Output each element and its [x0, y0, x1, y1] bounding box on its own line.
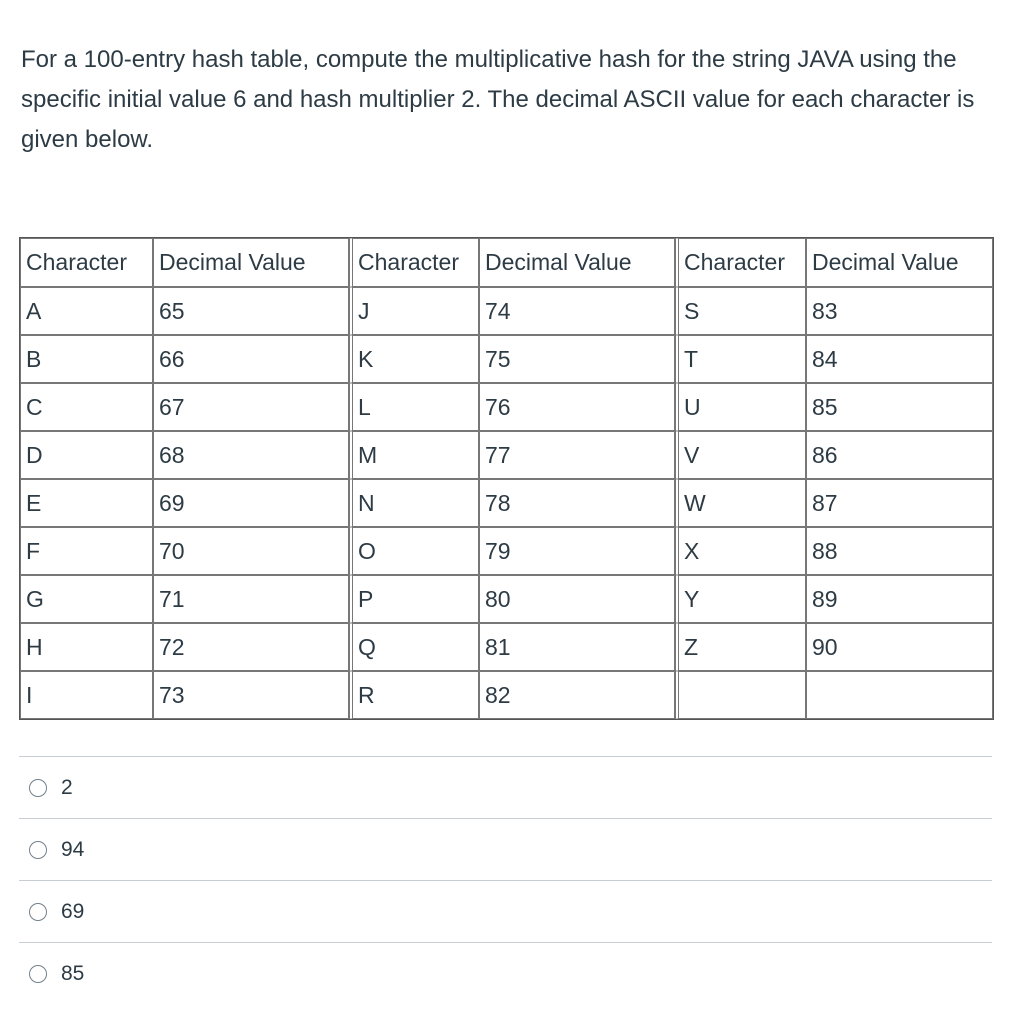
character-cell: T [675, 335, 806, 383]
decimal-value-cell: 75 [479, 335, 675, 383]
table-row [20, 671, 993, 719]
answer-option[interactable] [19, 756, 992, 818]
character-cell: I [20, 671, 153, 719]
radio-button-icon[interactable] [29, 965, 47, 983]
decimal-value-cell: 80 [479, 575, 675, 623]
character-cell: P [349, 575, 479, 623]
decimal-value-cell: 73 [153, 671, 349, 719]
character-cell: N [349, 479, 479, 527]
radio-button-icon[interactable] [29, 903, 47, 921]
character-cell: U [675, 383, 806, 431]
table-row [20, 479, 993, 527]
decimal-value-cell: 70 [153, 527, 349, 575]
column-header: Character [349, 238, 479, 287]
character-cell: E [20, 479, 153, 527]
answer-options [19, 756, 992, 1004]
character-cell: Q [349, 623, 479, 671]
answer-option-label: 94 [61, 837, 85, 861]
table-row [20, 623, 993, 671]
decimal-value-cell: 74 [479, 287, 675, 335]
decimal-value-cell: 87 [806, 479, 993, 527]
column-header: Decimal Value [806, 238, 993, 287]
character-cell: G [20, 575, 153, 623]
character-cell: S [675, 287, 806, 335]
character-cell: K [349, 335, 479, 383]
decimal-value-cell: 84 [806, 335, 993, 383]
character-cell: H [20, 623, 153, 671]
character-cell: M [349, 431, 479, 479]
decimal-value-cell: 88 [806, 527, 993, 575]
decimal-value-cell: 66 [153, 335, 349, 383]
decimal-value-cell: 85 [806, 383, 993, 431]
decimal-value-cell: 78 [479, 479, 675, 527]
table-row [20, 431, 993, 479]
table-row [20, 383, 993, 431]
table-header-row [20, 238, 993, 287]
character-cell: F [20, 527, 153, 575]
table-row [20, 575, 993, 623]
answer-option[interactable] [19, 818, 992, 880]
decimal-value-cell: 79 [479, 527, 675, 575]
character-cell: C [20, 383, 153, 431]
decimal-value-cell: 77 [479, 431, 675, 479]
table-row [20, 287, 993, 335]
character-cell: Z [675, 623, 806, 671]
decimal-value-cell [806, 671, 993, 719]
character-cell: B [20, 335, 153, 383]
character-cell: Y [675, 575, 806, 623]
answer-option[interactable] [19, 880, 992, 942]
column-header: Character [675, 238, 806, 287]
decimal-value-cell: 65 [153, 287, 349, 335]
character-cell: V [675, 431, 806, 479]
answer-option-label: 2 [61, 775, 73, 799]
character-cell [675, 671, 806, 719]
column-header: Decimal Value [153, 238, 349, 287]
decimal-value-cell: 89 [806, 575, 993, 623]
decimal-value-cell: 71 [153, 575, 349, 623]
decimal-value-cell: 76 [479, 383, 675, 431]
decimal-value-cell: 86 [806, 431, 993, 479]
answer-option[interactable] [19, 942, 992, 1004]
character-cell: A [20, 287, 153, 335]
character-cell: L [349, 383, 479, 431]
character-cell: J [349, 287, 479, 335]
character-cell: D [20, 431, 153, 479]
table-row [20, 335, 993, 383]
decimal-value-cell: 72 [153, 623, 349, 671]
column-header: Decimal Value [479, 238, 675, 287]
character-cell: R [349, 671, 479, 719]
radio-button-icon[interactable] [29, 779, 47, 797]
answer-option-label: 85 [61, 961, 85, 985]
decimal-value-cell: 81 [479, 623, 675, 671]
table-row [20, 527, 993, 575]
decimal-value-cell: 67 [153, 383, 349, 431]
answer-option-label: 69 [61, 899, 85, 923]
decimal-value-cell: 90 [806, 623, 993, 671]
character-cell: W [675, 479, 806, 527]
decimal-value-cell: 68 [153, 431, 349, 479]
question-text: For a 100-entry hash table, compute the multiplicative hash for the string JAVA using the specific initial value 6 and hash multiplier 2. The decimal ASCII value for each character is given below. [21, 46, 975, 153]
decimal-value-cell: 83 [806, 287, 993, 335]
decimal-value-cell: 82 [479, 671, 675, 719]
column-header: Character [20, 238, 153, 287]
radio-button-icon[interactable] [29, 841, 47, 859]
character-cell: X [675, 527, 806, 575]
decimal-value-cell: 69 [153, 479, 349, 527]
character-cell: O [349, 527, 479, 575]
ascii-value-table [19, 237, 994, 720]
